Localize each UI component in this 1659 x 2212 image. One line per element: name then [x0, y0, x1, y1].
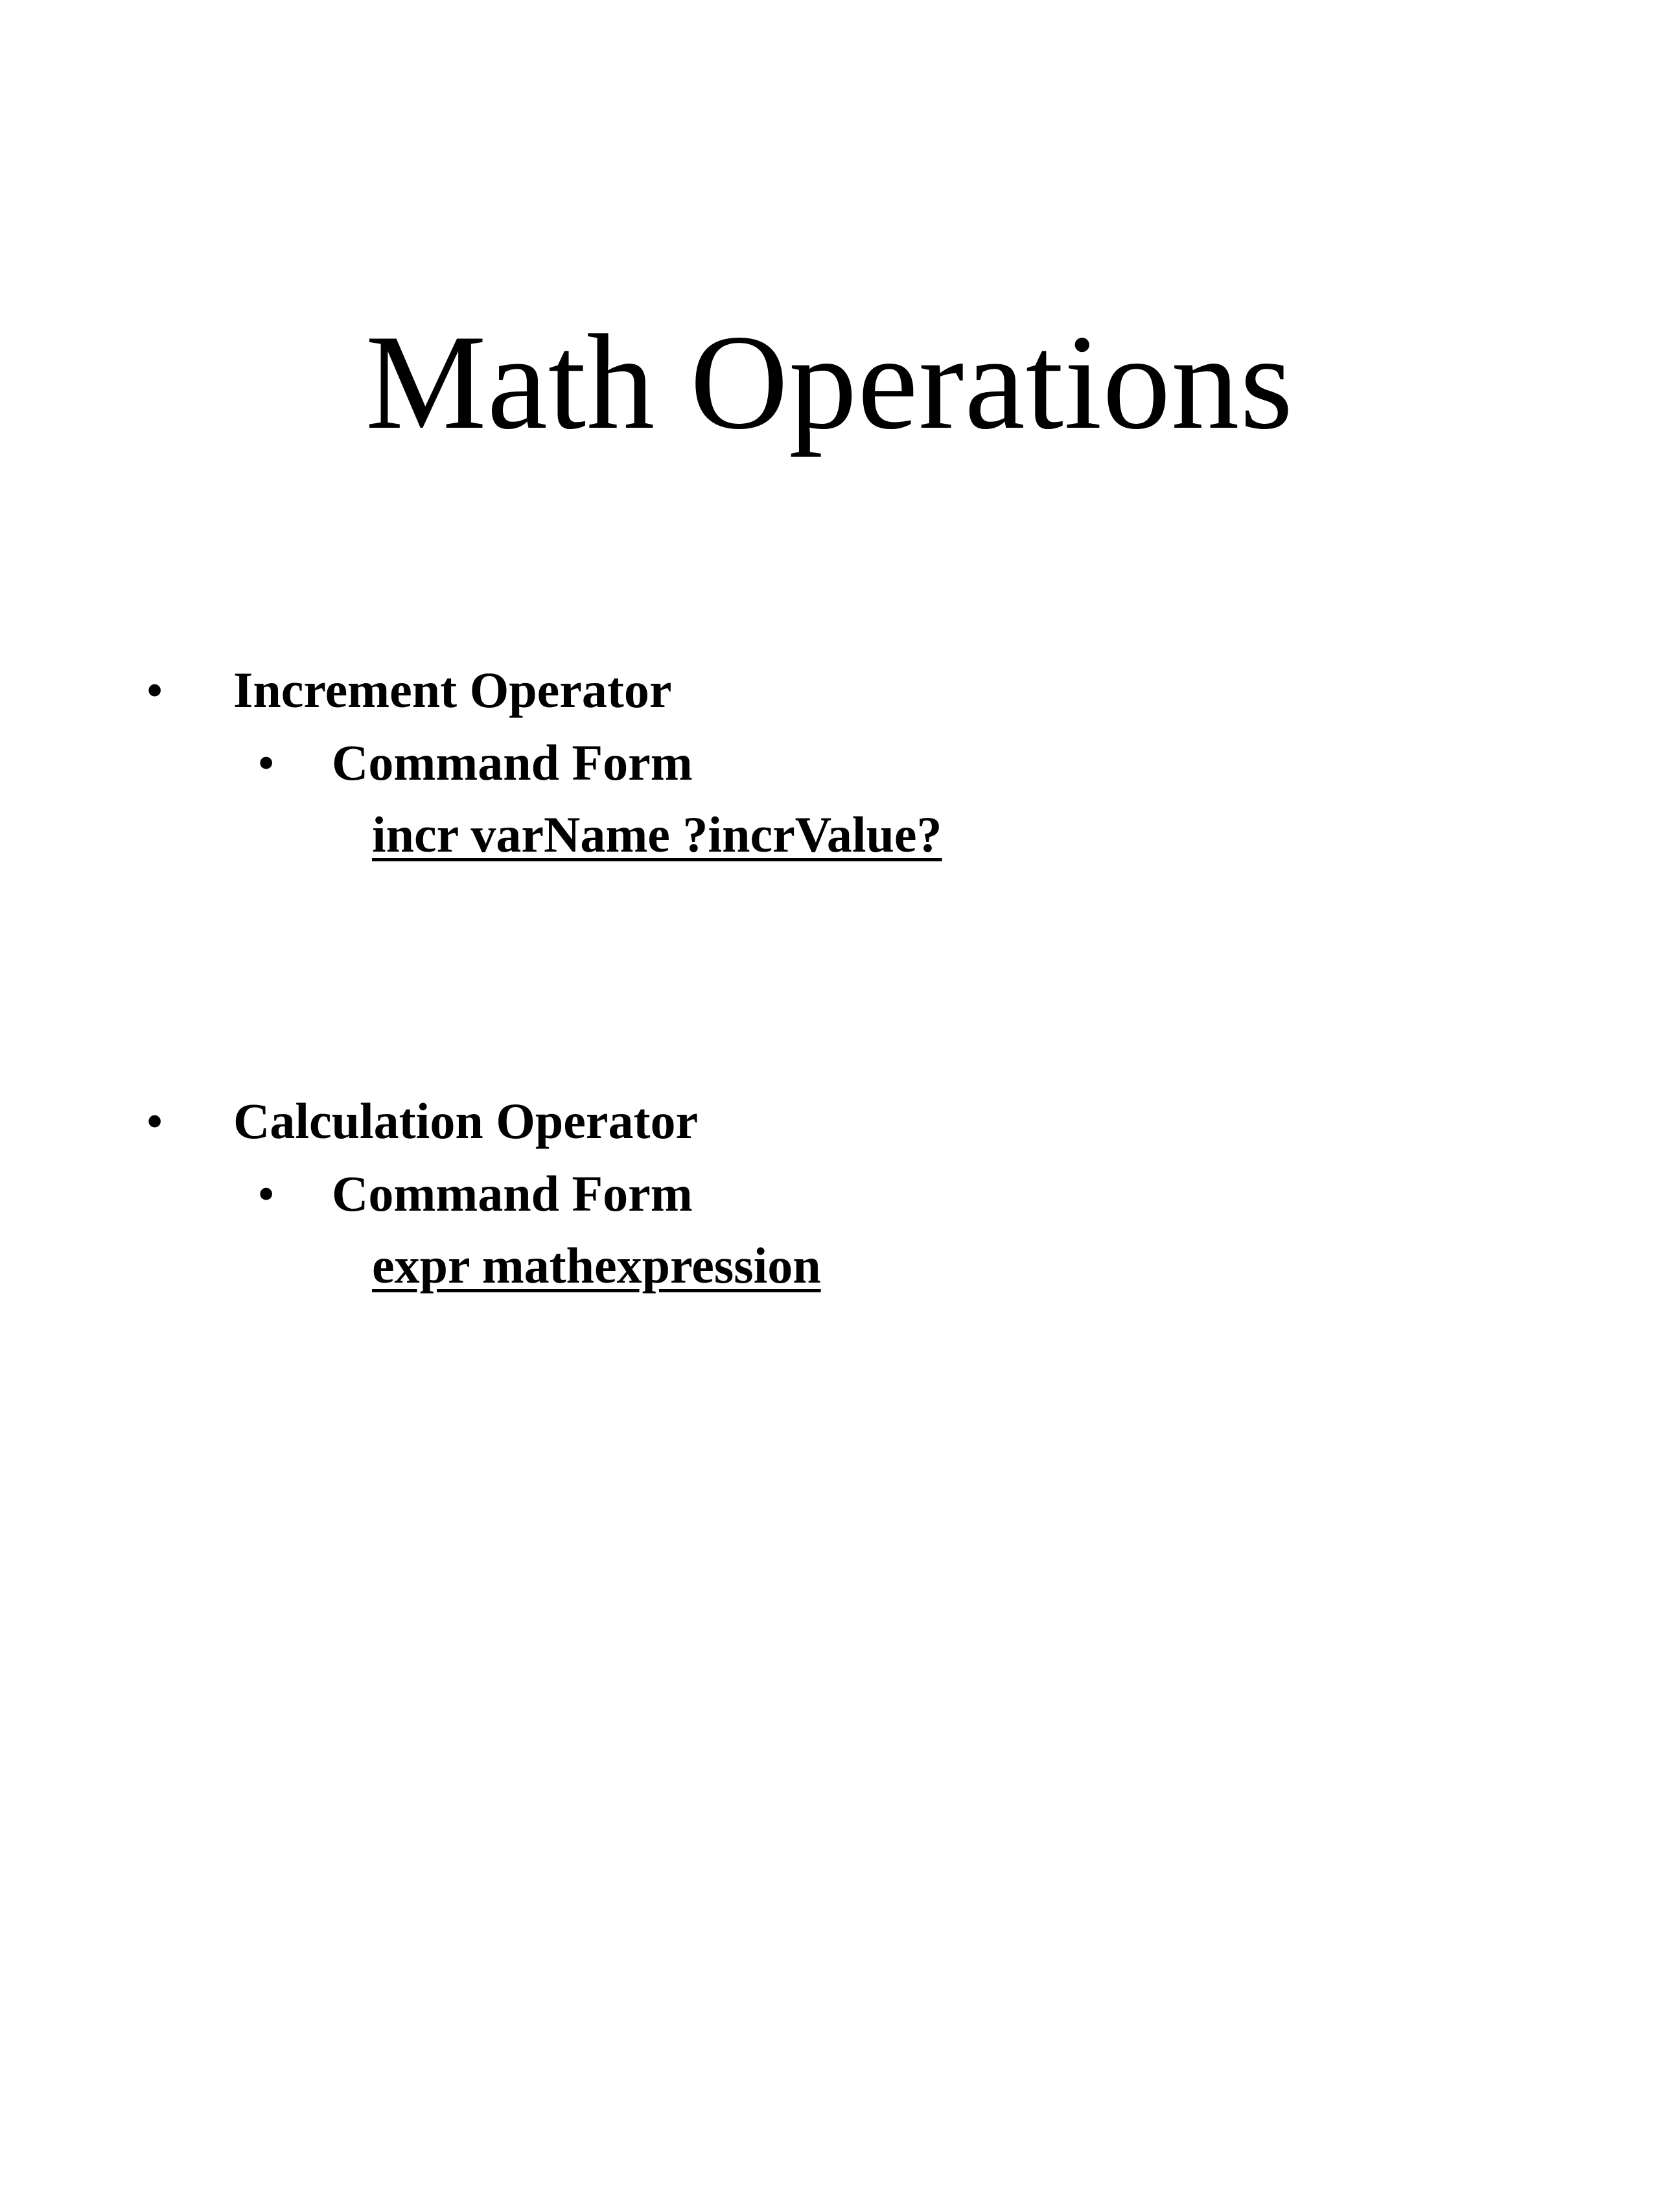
sub-heading-command-form-1: Command Form	[332, 734, 693, 791]
heading-increment-operator: Increment Operator	[233, 662, 672, 718]
slide-title: Math Operations	[365, 307, 1294, 458]
bullet-command-form-2: • Command Form	[257, 1165, 693, 1222]
sub-heading-command-form-2: Command Form	[332, 1165, 693, 1222]
bullet-command-form-1: • Command Form	[257, 734, 693, 791]
bullet-increment-operator: • Increment Operator	[146, 662, 672, 718]
command-expr: expr mathexpression	[372, 1237, 821, 1294]
bullet-calculation-operator: • Calculation Operator	[146, 1093, 699, 1149]
command-incr: incr varName ?incrValue?	[372, 806, 942, 863]
heading-calculation-operator: Calculation Operator	[233, 1093, 699, 1149]
